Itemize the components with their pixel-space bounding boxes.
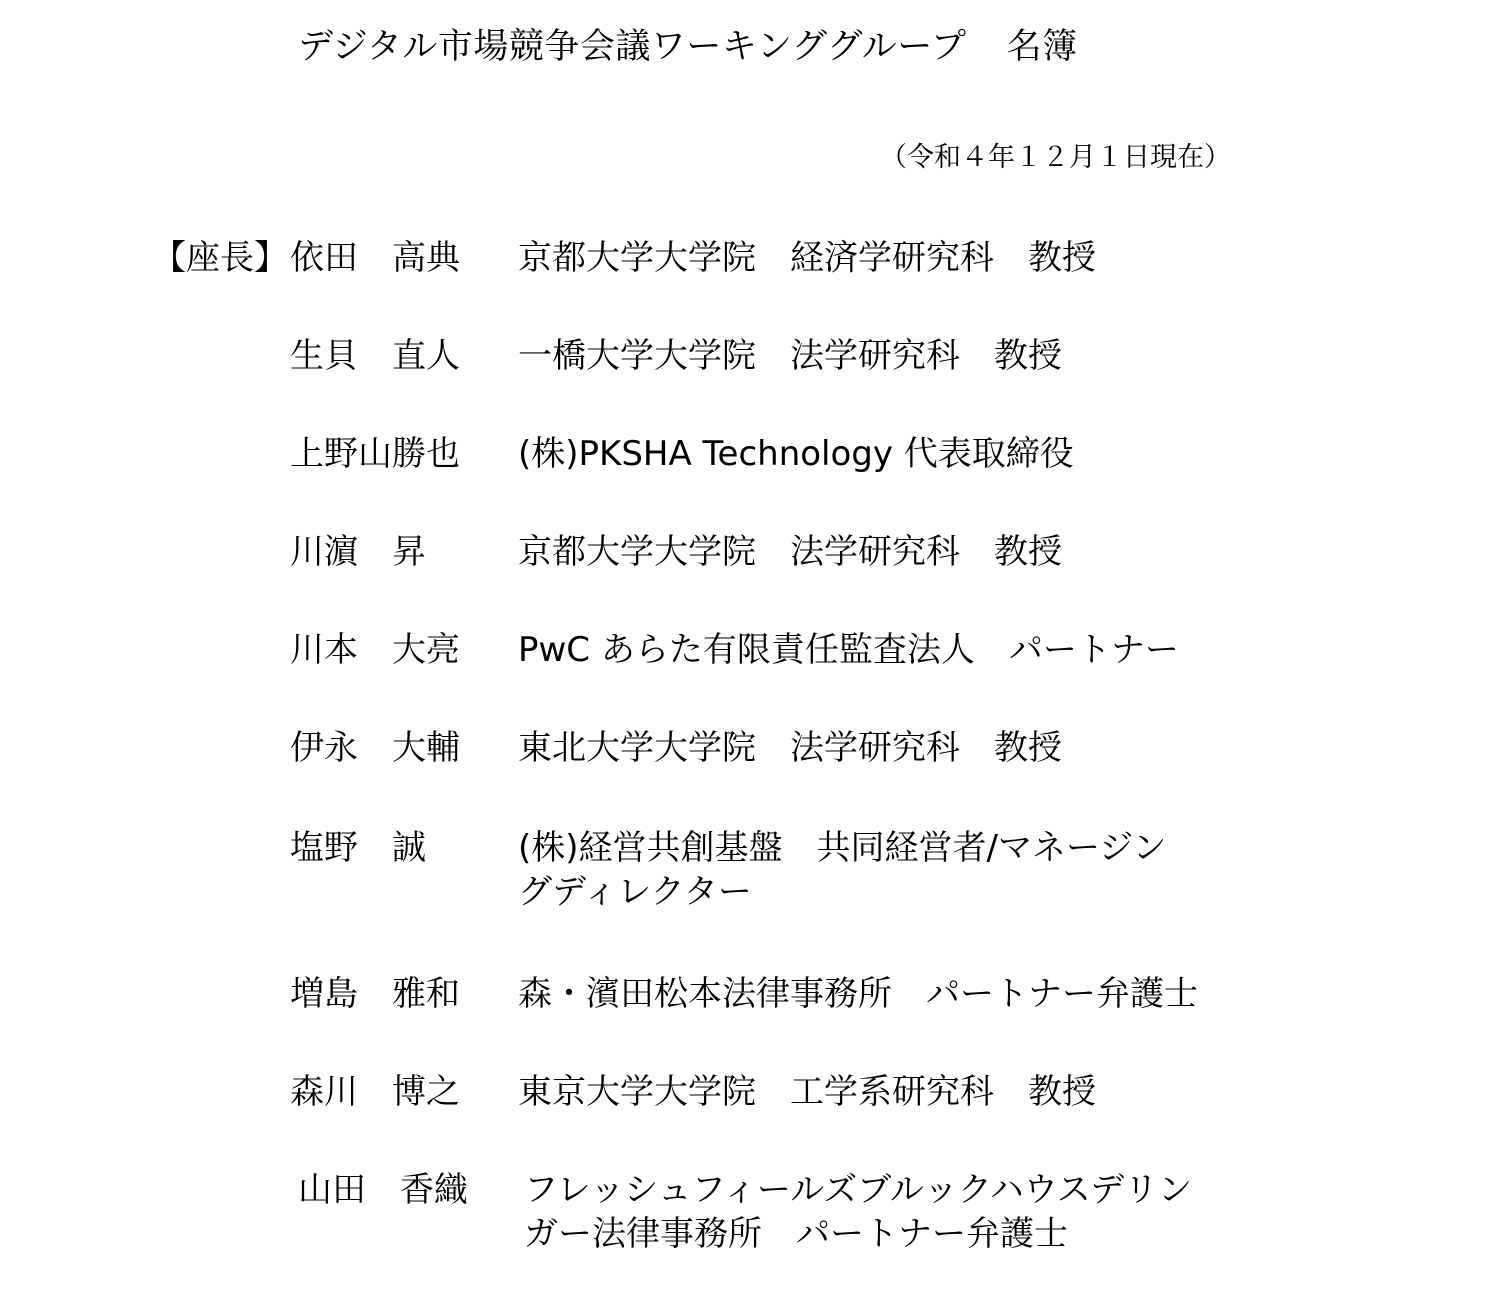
member-affiliation — [518, 972, 1298, 1016]
affiliation-line: 東京大学大学院 工学系研究科 教授 — [518, 1072, 1096, 1112]
affiliation-line: PwC あらた有限責任監査法人 パートナー — [518, 630, 1179, 670]
as-of-date: （令和４年１２月１日現在） — [880, 142, 1231, 173]
member-name: 塩野 誠 — [290, 828, 426, 868]
member-name: 森川 博之 — [290, 1072, 460, 1112]
member-name: 山田 香織 — [298, 1170, 468, 1210]
member-name: 川濵 昇 — [290, 532, 426, 572]
member-name: 伊永 大輔 — [290, 728, 460, 768]
member-affiliation — [518, 1070, 1298, 1114]
member-affiliation — [518, 236, 1298, 280]
affiliation-line: 京都大学大学院 経済学研究科 教授 — [518, 238, 1096, 278]
member-affiliation — [518, 826, 1298, 914]
member-name: 生貝 直人 — [290, 336, 460, 376]
affiliation-line: 京都大学大学院 法学研究科 教授 — [518, 532, 1062, 572]
document-title — [298, 22, 1078, 72]
affiliation-line: 森・濱田松本法律事務所 パートナー弁護士 — [518, 974, 1198, 1014]
member-affiliation — [518, 628, 1298, 672]
member-name: 上野山勝也 — [290, 434, 460, 474]
affiliation-line: グディレクター — [518, 872, 752, 912]
member-affiliation — [524, 1168, 1304, 1256]
affiliation-line: フレッシュフィールズブルックハウスデリン — [524, 1170, 1193, 1210]
member-affiliation — [518, 530, 1298, 574]
affiliation-line: ガー法律事務所 パートナー弁護士 — [524, 1214, 1068, 1254]
affiliation-line: (株)PKSHA Technology 代表取締役 — [518, 434, 1074, 474]
member-affiliation — [518, 334, 1298, 378]
affiliation-line: (株)経営共創基盤 共同経営者/マネージン — [518, 828, 1167, 868]
member-name: 依田 高典 — [290, 238, 460, 278]
member-name: 川本 大亮 — [290, 630, 460, 670]
member-name: 増島 雅和 — [290, 974, 460, 1014]
affiliation-line: 東北大学大学院 法学研究科 教授 — [518, 728, 1062, 768]
member-affiliation — [518, 726, 1298, 770]
affiliation-line: 一橋大学大学院 法学研究科 教授 — [518, 336, 1062, 376]
member-role: 【座長】 — [152, 238, 288, 278]
member-affiliation — [518, 432, 1298, 476]
title-text: デジタル市場競争会議ワーキンググループ — [298, 27, 967, 67]
title-suffix: 名簿 — [1006, 27, 1078, 67]
